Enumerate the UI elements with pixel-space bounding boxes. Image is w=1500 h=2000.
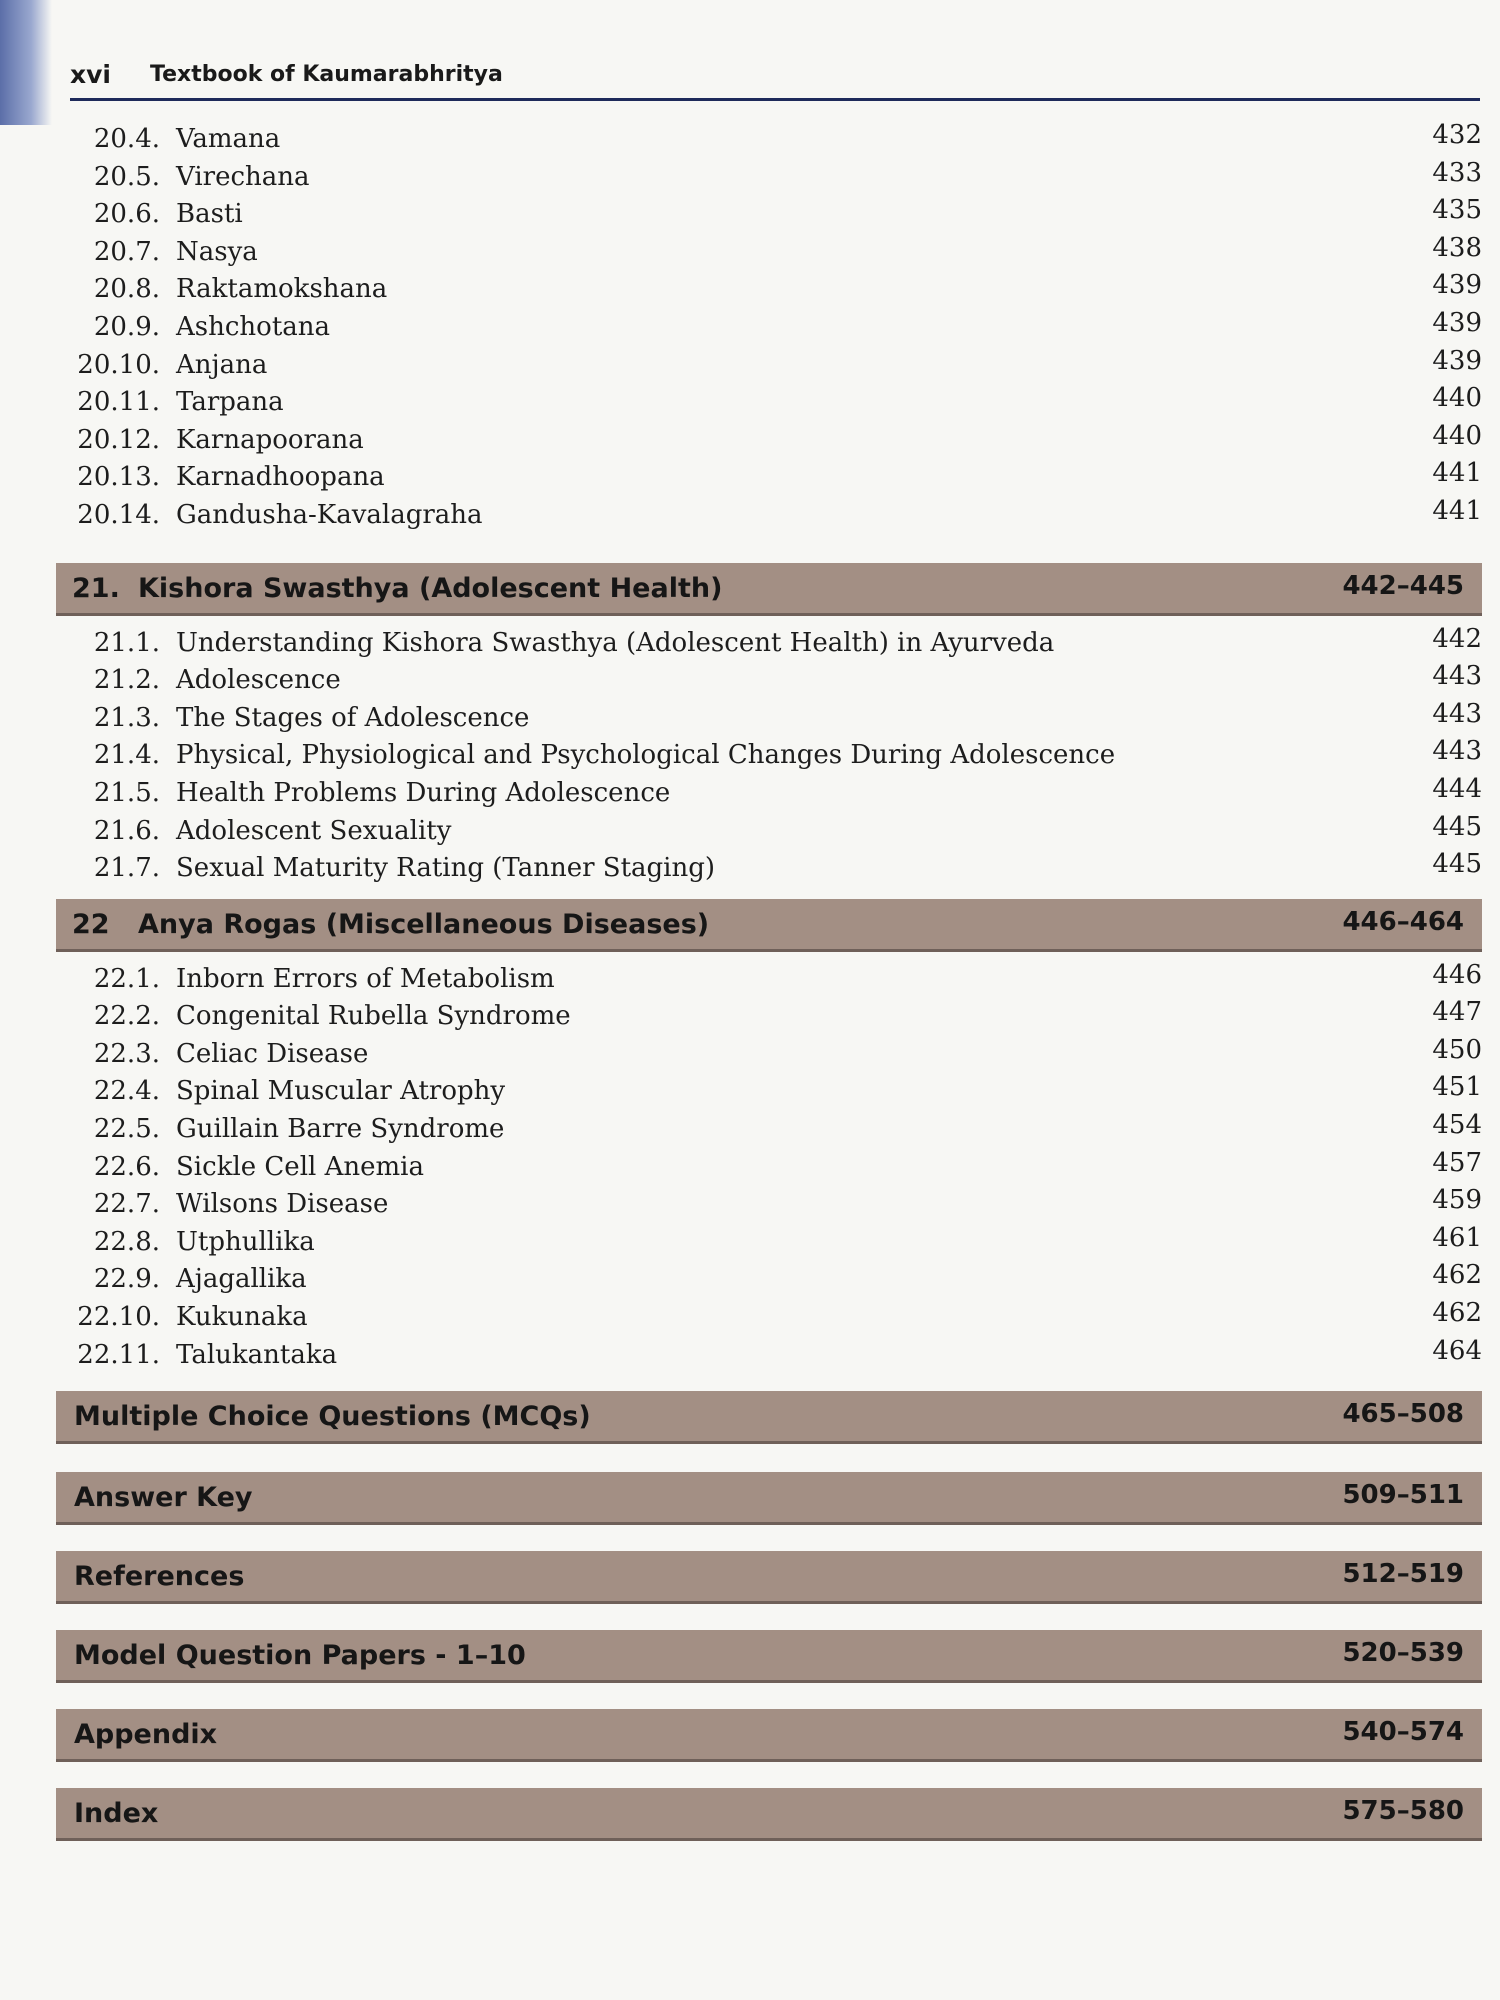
entry-number: 20.12. xyxy=(77,424,160,455)
entry-number: 22.2. xyxy=(93,1001,160,1032)
entry-page: 461 xyxy=(1432,1222,1482,1253)
entry-title: Spinal Muscular Atrophy xyxy=(176,1076,506,1107)
toc-entry[interactable] xyxy=(56,1223,1482,1261)
entry-number: 22.4. xyxy=(93,1076,160,1107)
entry-page: 439 xyxy=(1432,270,1482,301)
toc-entry[interactable] xyxy=(56,233,1482,271)
toc-entry[interactable] xyxy=(56,624,1482,662)
toc-entry[interactable] xyxy=(56,383,1482,421)
chapter-20-entries xyxy=(56,120,1482,534)
entry-title: Tarpana xyxy=(176,387,284,418)
entry-number: 20.10. xyxy=(77,349,160,380)
toc-entry[interactable] xyxy=(56,1072,1482,1110)
entry-title: Health Problems During Adolescence xyxy=(176,777,671,808)
chapter-22-entries xyxy=(56,960,1482,1374)
entry-number: 20.13. xyxy=(77,462,160,493)
index-heading[interactable] xyxy=(56,1788,1482,1841)
entry-page: 445 xyxy=(1432,849,1482,880)
section-title: Index xyxy=(74,1798,159,1830)
toc-entry[interactable] xyxy=(56,346,1482,384)
toc-entry[interactable] xyxy=(56,458,1482,496)
toc-entry[interactable] xyxy=(56,699,1482,737)
chapter-number: 21. xyxy=(72,572,120,604)
entry-number: 20.5. xyxy=(93,161,160,192)
section-pages: 520–539 xyxy=(1342,1638,1464,1669)
entry-title: Guillain Barre Syndrome xyxy=(176,1114,505,1145)
entry-page: 440 xyxy=(1432,383,1482,414)
section-title: Multiple Choice Questions (MCQs) xyxy=(74,1401,591,1433)
toc-entry[interactable] xyxy=(56,1336,1482,1374)
entry-number: 20.6. xyxy=(93,199,160,230)
entry-number: 22.1. xyxy=(93,963,160,994)
chapter-22-heading[interactable] xyxy=(56,899,1482,952)
toc-entry[interactable] xyxy=(56,195,1482,233)
entry-page: 462 xyxy=(1432,1298,1482,1329)
section-title: Appendix xyxy=(74,1719,218,1751)
entry-title: Celiac Disease xyxy=(176,1038,369,1069)
entry-page: 446 xyxy=(1432,959,1482,990)
entry-page: 462 xyxy=(1432,1260,1482,1291)
entry-number: 21.3. xyxy=(93,702,160,733)
section-title: References xyxy=(74,1561,245,1593)
entry-number: 20.11. xyxy=(77,387,160,418)
entry-number: 22.8. xyxy=(93,1226,160,1257)
entry-title: Talukantaka xyxy=(176,1339,338,1370)
table-of-contents xyxy=(56,120,1482,1849)
references-heading[interactable] xyxy=(56,1551,1482,1604)
entry-number: 22.3. xyxy=(93,1038,160,1069)
toc-entry[interactable] xyxy=(56,1148,1482,1186)
entry-number: 22.11. xyxy=(77,1339,160,1370)
entry-number: 20.9. xyxy=(93,311,160,342)
entry-page: 454 xyxy=(1432,1110,1482,1141)
toc-entry[interactable] xyxy=(56,774,1482,812)
entry-page: 439 xyxy=(1432,307,1482,338)
entry-number: 21.6. xyxy=(93,815,160,846)
entry-page: 442 xyxy=(1432,623,1482,654)
toc-entry[interactable] xyxy=(56,308,1482,346)
toc-entry[interactable] xyxy=(56,1185,1482,1223)
entry-title: Wilsons Disease xyxy=(176,1189,389,1220)
entry-title: Gandusha-Kavalagraha xyxy=(176,499,483,530)
chapter-pages: 442–445 xyxy=(1342,570,1464,601)
entry-page: 447 xyxy=(1432,997,1482,1028)
entry-title: Karnadhoopana xyxy=(176,462,385,493)
entry-title: The Stages of Adolescence xyxy=(176,702,530,733)
entry-title: Congenital Rubella Syndrome xyxy=(176,1001,571,1032)
entry-number: 21.1. xyxy=(93,627,160,658)
corner-decoration xyxy=(0,0,52,125)
entry-page: 432 xyxy=(1432,120,1482,150)
entry-number: 22.7. xyxy=(93,1189,160,1220)
model-question-papers-heading[interactable] xyxy=(56,1630,1482,1683)
chapter-21-entries xyxy=(56,624,1482,887)
entry-number: 20.4. xyxy=(93,124,160,154)
toc-entry[interactable] xyxy=(56,1298,1482,1336)
entry-page: 441 xyxy=(1432,495,1482,526)
page-header xyxy=(70,56,1480,101)
toc-entry[interactable] xyxy=(56,736,1482,774)
entry-number: 21.5. xyxy=(93,777,160,808)
entry-title: Sexual Maturity Rating (Tanner Staging) xyxy=(176,853,716,884)
toc-entry[interactable] xyxy=(56,1035,1482,1073)
entry-number: 20.14. xyxy=(77,499,160,530)
page-number: xvi xyxy=(70,60,111,89)
entry-title: Adolescence xyxy=(176,665,341,696)
book-title: Textbook of Kaumarabhritya xyxy=(150,62,503,87)
entry-title: Physical, Physiological and Psychological Changes During Adolescence xyxy=(176,740,1116,771)
entry-title: Kukunaka xyxy=(176,1302,308,1333)
entry-title: Inborn Errors of Metabolism xyxy=(176,963,555,994)
entry-page: 464 xyxy=(1432,1335,1482,1366)
entry-title: Nasya xyxy=(176,236,258,267)
appendix-heading[interactable] xyxy=(56,1709,1482,1762)
chapter-number: 22 xyxy=(72,908,110,940)
toc-entry[interactable] xyxy=(56,812,1482,850)
section-pages: 465–508 xyxy=(1342,1399,1464,1430)
entry-page: 435 xyxy=(1432,195,1482,226)
entry-title: Virechana xyxy=(176,161,310,192)
answer-key-heading[interactable] xyxy=(56,1472,1482,1525)
toc-entry[interactable] xyxy=(56,661,1482,699)
toc-entry[interactable] xyxy=(56,1110,1482,1148)
toc-entry[interactable] xyxy=(56,120,1482,158)
entry-number: 20.7. xyxy=(93,236,160,267)
entry-title: Sickle Cell Anemia xyxy=(176,1151,424,1182)
toc-entry[interactable] xyxy=(56,960,1482,998)
section-pages: 575–580 xyxy=(1342,1796,1464,1827)
section-pages: 509–511 xyxy=(1342,1480,1464,1511)
toc-entry[interactable] xyxy=(56,849,1482,887)
chapter-title: Anya Rogas (Miscellaneous Diseases) xyxy=(138,908,710,940)
entry-page: 443 xyxy=(1432,736,1482,767)
toc-entry[interactable] xyxy=(56,158,1482,196)
section-title: Model Question Papers - 1–10 xyxy=(74,1640,526,1672)
entry-number: 22.6. xyxy=(93,1151,160,1182)
entry-page: 451 xyxy=(1432,1072,1482,1103)
entry-number: 21.7. xyxy=(93,853,160,884)
entry-page: 440 xyxy=(1432,420,1482,451)
entry-page: 459 xyxy=(1432,1185,1482,1216)
toc-entry[interactable] xyxy=(56,997,1482,1035)
chapter-21-heading[interactable] xyxy=(56,563,1482,616)
entry-title: Basti xyxy=(176,199,243,230)
chapter-title: Kishora Swasthya (Adolescent Health) xyxy=(138,572,723,604)
entry-page: 443 xyxy=(1432,661,1482,692)
entry-title: Understanding Kishora Swasthya (Adolescent Health) in Ayurveda xyxy=(176,627,1055,658)
entry-page: 438 xyxy=(1432,232,1482,263)
toc-entry[interactable] xyxy=(56,421,1482,459)
entry-title: Anjana xyxy=(176,349,268,380)
entry-page: 457 xyxy=(1432,1147,1482,1178)
entry-number: 22.5. xyxy=(93,1114,160,1145)
section-title: Answer Key xyxy=(74,1482,253,1514)
mcq-heading[interactable] xyxy=(56,1391,1482,1444)
section-pages: 540–574 xyxy=(1342,1717,1464,1748)
entry-page: 450 xyxy=(1432,1034,1482,1065)
entry-number: 20.8. xyxy=(93,274,160,305)
entry-title: Vamana xyxy=(176,124,281,154)
entry-title: Adolescent Sexuality xyxy=(176,815,452,846)
section-pages: 512–519 xyxy=(1342,1559,1464,1590)
entry-page: 439 xyxy=(1432,345,1482,376)
toc-entry[interactable] xyxy=(56,496,1482,534)
entry-number: 21.2. xyxy=(93,665,160,696)
entry-page: 445 xyxy=(1432,811,1482,842)
entry-title: Utphullika xyxy=(176,1226,315,1257)
chapter-pages: 446–464 xyxy=(1342,906,1464,937)
toc-entry[interactable] xyxy=(56,1260,1482,1298)
entry-page: 433 xyxy=(1432,157,1482,188)
entry-page: 441 xyxy=(1432,458,1482,489)
entry-number: 21.4. xyxy=(93,740,160,771)
entry-number: 22.9. xyxy=(93,1264,160,1295)
entry-number: 22.10. xyxy=(77,1302,160,1333)
entry-title: Ajagallika xyxy=(176,1264,307,1295)
entry-title: Ashchotana xyxy=(176,311,331,342)
entry-page: 443 xyxy=(1432,698,1482,729)
entry-title: Raktamokshana xyxy=(176,274,388,305)
entry-page: 444 xyxy=(1432,773,1482,804)
toc-entry[interactable] xyxy=(56,270,1482,308)
entry-title: Karnapoorana xyxy=(176,424,364,455)
